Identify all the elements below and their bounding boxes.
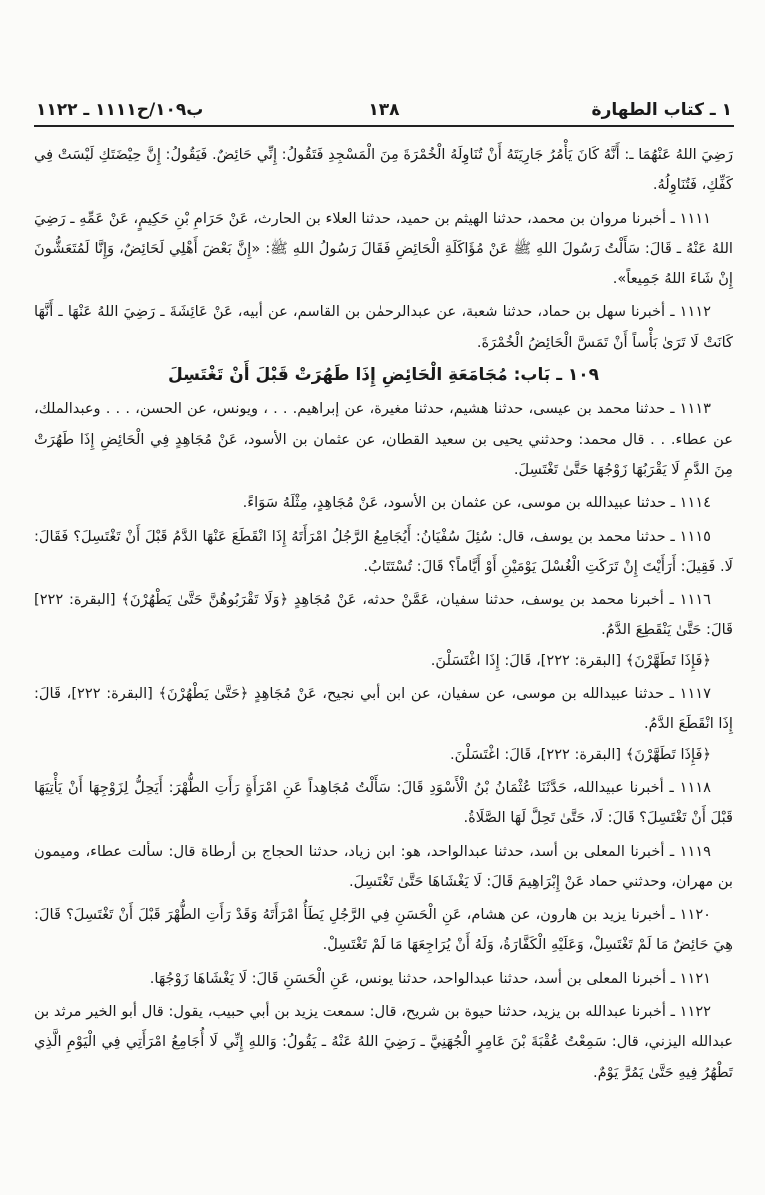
hadith-1121: ١١٢١ ـ أخبرنا المعلى بن أسد، حدثنا عبدالواحد، حدثنا يونس، عَنِ الْحَسَنِ قَالَ: لَا يَغْشَاهَا زَوْجُهَا.: [149, 969, 711, 987]
hadith-1114: ١١١٤ ـ حدثنا عبيدالله بن موسى، عن عثمان بن الأسود، عَنْ مُجَاهِدٍ، مِثْلَهُ سَوَاءً.: [242, 494, 711, 512]
chapter-header: ١ ـ كتاب الطهارة: [591, 100, 732, 120]
header-rule: [34, 125, 734, 127]
hadith-1113: ١١١٣ ـ حدثنا محمد بن عيسى، حدثنا هشيم، حدثنا مغيرة، عن إبراهيم. . . ، ويونس، عن الحسن، . . . وعبدالملك، عن عطاء. . . قال محمد: وحدثني يحيى بن سعيد القطان، عن عثمان بن الأسود، عَنْ مُجَاهِدٍ فِي الْحَائِضِ إِذَا طَهُرَتْ مِنَ الدَّمِ لَا يَقْرَبُهَا زَوْجُهَا حَتَّىٰ تَغْتَسِلَ.: [34, 400, 733, 478]
hadith-1118: ١١١٨ ـ أخبرنا عبيدالله، حَدَّثَنَا عُثْمَانُ بْنُ الْأَسْوَدِ قَالَ: سَأَلْتُ مُجَاهِداً عَنِ امْرَأَةٍ رَأَتِ الطُّهْرَ: أَيَحِلُّ لِزَوْجِهَا أَنْ يَأْتِيَهَا قَبْلَ أَنْ تَغْتَسِلَ؟ قَالَ: لَا، حَتَّىٰ تَحِلَّ لَهَا الصَّلَاةُ.: [34, 778, 733, 827]
running-header: [36, 92, 732, 120]
hadith-1116: ١١١٦ ـ أخبرنا محمد بن يوسف، حدثنا سفيان، عَمَّنْ حدثه، عَنْ مُجَاهِدٍ ﴿وَلَا تَقْرَبُوهُنَّ حَتَّىٰ يَطْهُرْنَ﴾ [البقرة: ٢٢٢] قَالَ: حَتَّىٰ يَنْقَطِعَ الدَّمُ.: [34, 591, 733, 639]
hadith-1120: ١١٢٠ ـ أخبرنا يزيد بن هارون، عن هشام، عَنِ الْحَسَنِ فِي الرَّجُلِ يَطَأُ امْرَأَتَهُ وَقَدْ رَأَتِ الطُّهْرَ قَبْلَ أَنْ تَغْتَسِلَ؟ قَالَ: هِيَ حَائِضٌ مَا لَمْ تَغْتَسِلْ، وَعَلَيْهِ الْكَفَّارَةُ، وَلَهُ أَنْ يُرَاجِعَهَا مَا لَمْ تَغْتَسِلْ.: [34, 906, 733, 954]
hadith-continuation: رَضِيَ اللهُ عَنْهُمَا ـ: أَنَّهُ كَانَ يَأْمُرُ جَارِيَتَهُ أَنْ تُنَاوِلَهُ الْخُمْرَةَ مِنَ الْمَسْجِدِ فَتَقُولُ: إِنِّي حَائِضٌ. فَيَقُولُ: إِنَّ حِيْضَتَكِ لَيْسَتْ فِي كَفِّكِ، فَتُنَاوِلُهُ.: [34, 146, 733, 194]
page-body: [34, 140, 733, 1088]
hadith-1117: ١١١٧ ـ حدثنا عبيدالله بن موسى، عن سفيان، عن ابن أبي نجيح، عَنْ مُجَاهِدٍ ﴿حَتَّىٰ يَطْهُرْنَ﴾ [البقرة: ٢٢٢]، قَالَ: إِذَا انْقَطَعَ الدَّمُ.: [34, 685, 733, 733]
hadith-1119: ١١١٩ ـ أخبرنا المعلى بن أسد، حدثنا عبدالواحد، هو: ابن زياد، حدثنا الحجاج بن أرطاة قال: سألت عطاء، وميمون بن مهران، وحدثني حماد عَنْ إِبْرَاهِيمَ قَالَ: لَا يَغْشَاهَا حَتَّىٰ تَغْتَسِلَ.: [34, 842, 733, 890]
chapter-title: ١٠٩ ـ بَاب: مُجَامَعَةِ الْحَائِضِ إِذَا طَهُرَتْ قَبْلَ أَنْ تَغْتَسِلَ: [167, 365, 600, 386]
hadith-1112: ١١١٢ ـ أخبرنا سهل بن حماد، حدثنا شعبة، عن عبدالرحمٰن بن القاسم، عن أبيه، عَنْ عَائِشَةَ ـ رَضِيَ اللهُ عَنْهَا ـ أَنَّهَا كَانَتْ لَا تَرَىٰ بَأْساً أَنْ تَمَسَّ الْحَائِضُ الْخُمْرَةَ.: [34, 303, 733, 351]
page-number: ١٣٨: [368, 100, 400, 120]
quran-verse-note: ﴿فَإِذَا تَطَهَّرْنَ﴾ [البقرة: ٢٢٢]، قَالَ: إِذَا اغْتَسَلْنَ.: [430, 651, 711, 669]
hadith-1115: ١١١٥ ـ حدثنا محمد بن يوسف، قال: سُئِلَ سُفْيَانُ: أَيُجَامِعُ الرَّجُلُ امْرَأَتَهُ إِذَا انْقَطَعَ عَنْهَا الدَّمُ قَبْلَ أَنْ تَغْتَسِلَ؟ فَقَالَ: لَا. فَقِيلَ: أَرَأَيْتَ إِنْ تَرَكَتِ الْغُسْلَ يَوْمَيْنِ أَوْ أَيَّاماً؟ قَالَ: تُسْتَتَابُ.: [34, 527, 733, 575]
hadith-1111: ١١١١ ـ أخبرنا مروان بن محمد، حدثنا الهيثم بن حميد، حدثنا العلاء بن الحارث، عَنْ حَرَامِ بْنِ حَكِيمٍ، عَنْ عَمِّهِ ـ رَضِيَ اللهُ عَنْهُ ـ قَالَ: سَأَلْتُ رَسُولَ اللهِ ﷺ عَنْ مُؤَاكَلَةِ الْحَائِضِ فَقَالَ رَسُولُ اللهِ ﷺ: «إِنَّ بَعْضَ أَهْلِي لَحَائِضٌ، وَإِنَّا لَمُتَعَشُّونَ إِنْ شَاءَ اللهُ جَمِيعاً».: [34, 209, 733, 288]
quran-verse-note: ﴿فَإِذَا تَطَهَّرْنَ﴾ [البقرة: ٢٢٢]، قَالَ: اغْتَسَلْنَ.: [450, 745, 711, 763]
hadith-1122: ١١٢٢ ـ أخبرنا عبدالله بن يزيد، حدثنا حيوة بن شريح، قال: سمعت يزيد بن أبي حبيب، يقول: قال أبو الخير مرثد بن عبدالله اليزني، قال: سَمِعْتُ عُقْبَةَ بْنَ عَامِرٍ الْجُهَنِيَّ ـ رَضِيَ اللهُ عَنْهُ ـ يَقُولُ: وَاللهِ إِنِّي لَا أُجَامِعُ امْرَأَتِي فِي الْيَوْمِ الَّذِي تَطْهُرُ فِيهِ حَتَّىٰ يَمُرَّ يَوْمٌ.: [34, 1003, 733, 1081]
hadith-range: ب١٠٩/ح١١١١ ـ ١١٢٢: [36, 100, 204, 120]
